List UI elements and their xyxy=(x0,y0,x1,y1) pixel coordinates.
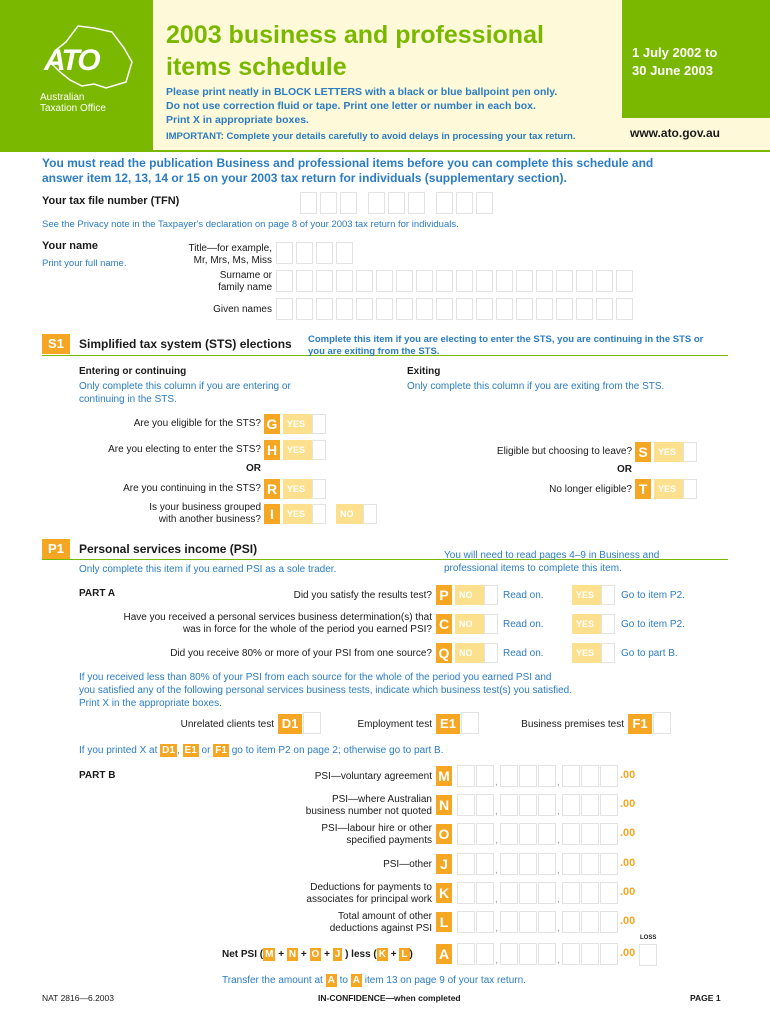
tfn-digit-box[interactable] xyxy=(476,192,493,214)
surname-char-box[interactable] xyxy=(456,270,473,292)
given-names-char-box[interactable] xyxy=(356,298,373,320)
part-b-row-amount-digit-box[interactable] xyxy=(500,765,518,787)
q-go-part-b: Go to part B. xyxy=(621,648,678,659)
letter-c: C xyxy=(436,614,452,634)
q-grouped-1: Is your business grouped xyxy=(149,502,261,513)
part-b-row-label-line2: deductions against PSI xyxy=(329,923,432,934)
c-go-p2: Go to item P2. xyxy=(621,619,685,630)
p-go-p2: Go to item P2. xyxy=(621,590,685,601)
q-eligible: Are you eligible for the STS? xyxy=(133,418,261,429)
part-b-row-amount-separator: , xyxy=(495,923,498,934)
part-b-row-amount-cents: .00 xyxy=(620,769,636,781)
net-psi-amount-digit-box[interactable] xyxy=(600,943,618,965)
part-b-row-amount-separator: , xyxy=(495,806,498,817)
title-char-box[interactable] xyxy=(316,242,333,264)
net-o: O xyxy=(311,949,320,960)
s1-note-1: Complete this item if you are electing to enter the STS, you are continuing in the STS or xyxy=(308,334,704,345)
letter-p: P xyxy=(436,585,452,605)
part-b-row-amount-separator: , xyxy=(495,835,498,846)
part-b-row-amount-separator: , xyxy=(557,777,560,788)
part-b-row-amount-digit-box[interactable] xyxy=(457,823,475,845)
part-b-row-amount-digit-box[interactable] xyxy=(581,794,599,816)
tests-note-3: Print X in the appropriate boxes. xyxy=(79,698,222,709)
letter-s: S xyxy=(635,442,651,462)
net-psi-line xyxy=(222,948,413,961)
q-no-longer: No longer eligible? xyxy=(549,484,632,495)
transfer-pre: Transfer the amount at xyxy=(222,975,323,986)
part-b-row-letter: J xyxy=(436,854,452,874)
part-b-row-letter: M xyxy=(436,766,452,786)
part-b-row-amount-digit-box[interactable] xyxy=(500,794,518,816)
title-label-2: Mr, Mrs, Ms, Miss xyxy=(193,255,272,266)
part-b-row-amount-digit-box[interactable] xyxy=(476,794,494,816)
surname-char-box[interactable] xyxy=(436,270,453,292)
page-title-line1: 2003 business and professional xyxy=(166,21,544,49)
part-b-row-amount-digit-box[interactable] xyxy=(457,765,475,787)
logo-letters: ATO xyxy=(44,44,99,77)
instruction-1: Please print neatly in BLOCK LETTERS with a black or blue ballpoint pen only. xyxy=(166,86,558,98)
part-b-row-label-line2: business number not quoted xyxy=(305,806,432,817)
part-b-row-amount-digit-box[interactable] xyxy=(500,882,518,904)
important-note: IMPORTANT: Complete your details carefully to avoid delays in processing your tax return. xyxy=(166,131,576,142)
if-printed-comma: , xyxy=(176,745,180,756)
given-names-char-box[interactable] xyxy=(456,298,473,320)
part-b-row-amount-digit-box[interactable] xyxy=(519,765,537,787)
part-b-row-amount-digit-box[interactable] xyxy=(600,911,618,933)
surname-char-box[interactable] xyxy=(476,270,493,292)
intro-line1: You must read the publication Business and professional items before you can complete this schedule and xyxy=(42,156,654,170)
confidence: IN-CONFIDENCE—when completed xyxy=(318,993,461,1003)
checkbox-i-yes[interactable] xyxy=(312,504,326,524)
if-printed-post: go to item P2 on page 2; otherwise go to part B. xyxy=(231,745,444,756)
net-psi-amount-digit-box[interactable] xyxy=(581,943,599,965)
period-end: 30 June 2003 xyxy=(632,63,713,78)
surname-char-box[interactable] xyxy=(496,270,513,292)
part-b-row-amount-digit-box[interactable] xyxy=(500,911,518,933)
letter-g: G xyxy=(264,414,280,434)
net-psi-amount-digit-box[interactable] xyxy=(457,943,475,965)
yes-p: YES xyxy=(572,585,602,605)
yes-t: YES xyxy=(654,479,684,499)
net-psi-amount-separator: , xyxy=(495,955,498,966)
part-b-row-label-line1: Total amount of other xyxy=(338,911,432,922)
part-b-row-amount-digit-box[interactable] xyxy=(600,765,618,787)
part-b-row-amount-digit-box[interactable] xyxy=(476,911,494,933)
s1-note-2: you are exiting from the STS. xyxy=(308,346,440,357)
checkbox-i-no[interactable] xyxy=(363,504,377,524)
checkbox-c-no[interactable] xyxy=(484,614,498,634)
exiting-heading: Exiting xyxy=(407,366,441,377)
net-psi-amount-digit-box[interactable] xyxy=(476,943,494,965)
no-q: NO xyxy=(455,643,485,663)
checkbox-p-no[interactable] xyxy=(484,585,498,605)
part-b-row-amount-digit-box[interactable] xyxy=(562,853,580,875)
tfn-digit-box[interactable] xyxy=(320,192,337,214)
checkbox-t-yes[interactable] xyxy=(683,479,697,499)
part-b-row-amount-digit-box[interactable] xyxy=(476,823,494,845)
test-unrelated: Unrelated clients test xyxy=(180,719,274,730)
letter-t: T xyxy=(635,479,651,499)
tfn-digit-box[interactable] xyxy=(456,192,473,214)
part-b-row-amount-digit-box[interactable] xyxy=(581,823,599,845)
part-b-row-amount-digit-box[interactable] xyxy=(500,853,518,875)
part-b-row-amount-digit-box[interactable] xyxy=(538,882,556,904)
or-right: OR xyxy=(617,464,632,475)
p1-note-1: You will need to read pages 4–9 in Business and xyxy=(444,550,660,561)
instruction-3: Print X in appropriate boxes. xyxy=(166,114,309,126)
part-b-row-amount-separator: , xyxy=(557,894,560,905)
part-b-row-amount-digit-box[interactable] xyxy=(562,882,580,904)
part-b-row-amount-digit-box[interactable] xyxy=(600,823,618,845)
letter-e1: E1 xyxy=(436,714,460,734)
form-code: NAT 2816—6.2003 xyxy=(42,993,114,1003)
given-names-char-box[interactable] xyxy=(336,298,353,320)
test-premises: Business premises test xyxy=(521,719,624,730)
surname-char-box[interactable] xyxy=(556,270,573,292)
part-b-row-letter: L xyxy=(436,912,452,932)
yes-g: YES xyxy=(283,414,313,434)
part-b-row-letter: N xyxy=(436,795,452,815)
part-b-row-amount-digit-box[interactable] xyxy=(457,911,475,933)
q-80: Did you receive 80% or more of your PSI from one source? xyxy=(170,648,432,659)
checkbox-g-yes[interactable] xyxy=(312,414,326,434)
transfer-a2: A xyxy=(352,975,360,986)
q-determination-2: was in force for the whole of the period you earned PSI? xyxy=(182,624,432,635)
part-b-row-amount-cents: .00 xyxy=(620,915,636,927)
tfn-digit-box[interactable] xyxy=(368,192,385,214)
net-m: M xyxy=(265,949,274,960)
part-b-row-amount-digit-box[interactable] xyxy=(500,823,518,845)
part-b-row-label-line2: specified payments xyxy=(346,835,432,846)
part-b-row-label-line1: PSI—where Australian xyxy=(331,794,432,805)
surname-char-box[interactable] xyxy=(616,270,633,292)
p1-title: Personal services income (PSI) xyxy=(79,542,258,556)
no-i: NO xyxy=(336,504,364,524)
part-b-row-amount-digit-box[interactable] xyxy=(581,911,599,933)
q-results: Did you satisfy the results test? xyxy=(293,590,432,601)
if-printed-pre: If you printed X at xyxy=(79,745,158,756)
q-read-on: Read on. xyxy=(503,648,544,659)
part-b-row-amount-digit-box[interactable] xyxy=(600,794,618,816)
yes-s: YES xyxy=(654,442,684,462)
part-b-row-amount-separator: , xyxy=(557,835,560,846)
part-b-row-amount-digit-box[interactable] xyxy=(600,882,618,904)
part-b-row-amount-separator: , xyxy=(557,865,560,876)
checkbox-h-yes[interactable] xyxy=(312,440,326,460)
net-psi-amount-digit-box[interactable] xyxy=(519,943,537,965)
entering-note-1: Only complete this column if you are entering or xyxy=(79,381,291,392)
yes-q: YES xyxy=(572,643,602,663)
surname-label-2: family name xyxy=(218,282,272,293)
part-b-row-amount-digit-box[interactable] xyxy=(581,882,599,904)
given-names-char-box[interactable] xyxy=(556,298,573,320)
part-b-row-amount-cents: .00 xyxy=(620,857,636,869)
url-panel xyxy=(622,118,770,150)
given-names-char-box[interactable] xyxy=(296,298,313,320)
net-plus3: + xyxy=(324,949,330,960)
s1-title: Simplified tax system (STS) elections xyxy=(79,337,292,351)
part-b-row-amount-digit-box[interactable] xyxy=(538,765,556,787)
part-a-label: PART A xyxy=(79,588,116,599)
part-b-row-letter: O xyxy=(436,824,452,844)
net-psi-amount-cents: .00 xyxy=(620,947,636,959)
part-b-row-amount-digit-box[interactable] xyxy=(519,882,537,904)
part-b-row-amount-digit-box[interactable] xyxy=(476,765,494,787)
given-names-char-box[interactable] xyxy=(276,298,293,320)
given-names-char-box[interactable] xyxy=(576,298,593,320)
inline-f1: F1 xyxy=(215,745,227,756)
part-b-row-label-line1: Deductions for payments to xyxy=(310,882,432,893)
given-names-char-box[interactable] xyxy=(376,298,393,320)
instruction-2: Do not use correction fluid or tape. Print one letter or number in each box. xyxy=(166,100,536,112)
net-plus1: + xyxy=(278,949,285,960)
tfn-digit-box[interactable] xyxy=(300,192,317,214)
part-b-row-amount-digit-box[interactable] xyxy=(562,765,580,787)
surname-char-box[interactable] xyxy=(396,270,413,292)
no-c: NO xyxy=(455,614,485,634)
net-label: Net PSI xyxy=(222,949,258,960)
title-label-1: Title—for example, xyxy=(188,243,272,254)
part-b-row-amount-digit-box[interactable] xyxy=(562,911,580,933)
letter-d1: D1 xyxy=(278,714,302,734)
checkbox-e1[interactable] xyxy=(461,712,479,734)
tfn-digit-box[interactable] xyxy=(436,192,453,214)
given-names-char-box[interactable] xyxy=(476,298,493,320)
intro-line2: answer item 12, 13, 14 or 15 on your 2003 tax return for individuals (supplementary section). xyxy=(42,171,567,185)
page-title-line2: items schedule xyxy=(166,53,347,81)
or-left: OR xyxy=(246,463,261,474)
privacy-note: See the Privacy note in the Taxpayer's declaration on page 8 of your 2003 tax return for individuals. xyxy=(42,219,459,230)
part-b-row-amount-separator: , xyxy=(495,777,498,788)
part-b-row-amount-digit-box[interactable] xyxy=(519,823,537,845)
letter-q: Q xyxy=(436,643,452,663)
ato-url[interactable]: www.ato.gov.au xyxy=(630,126,721,140)
surname-char-box[interactable] xyxy=(356,270,373,292)
yes-i: YES xyxy=(283,504,313,524)
given-names-char-box[interactable] xyxy=(436,298,453,320)
part-b-row-amount-digit-box[interactable] xyxy=(562,823,580,845)
net-psi-amount-digit-box[interactable] xyxy=(500,943,518,965)
net-n: N xyxy=(288,949,297,960)
part-b-row-amount-digit-box[interactable] xyxy=(476,882,494,904)
tfn-digit-box[interactable] xyxy=(340,192,357,214)
part-b-row-amount-digit-box[interactable] xyxy=(581,853,599,875)
p1-note-2: professional items to complete this item. xyxy=(444,563,622,574)
yes-c: YES xyxy=(572,614,602,634)
net-j: J xyxy=(334,949,341,960)
part-b-row-amount-separator: , xyxy=(495,865,498,876)
given-names-char-box[interactable] xyxy=(396,298,413,320)
logo-org-line2: Taxation Office xyxy=(40,103,106,114)
tests-note-1: If you received less than 80% of your PSI from each source for the whole of the period you earned PSI and xyxy=(79,672,552,683)
test-employment: Employment test xyxy=(357,719,432,730)
part-b-row-amount-digit-box[interactable] xyxy=(581,765,599,787)
surname-char-box[interactable] xyxy=(416,270,433,292)
letter-i: I xyxy=(264,504,280,524)
part-b-row-amount-digit-box[interactable] xyxy=(538,794,556,816)
given-names-char-box[interactable] xyxy=(536,298,553,320)
name-heading: Your name xyxy=(42,240,99,252)
p-read-on: Read on. xyxy=(503,590,544,601)
net-l: L xyxy=(401,949,408,960)
letter-f1: F1 xyxy=(628,714,652,734)
part-b-row-amount-digit-box[interactable] xyxy=(538,823,556,845)
checkbox-f1[interactable] xyxy=(653,712,671,734)
part-b-row-label-line1: PSI—other xyxy=(383,859,432,870)
logo-panel xyxy=(0,0,153,150)
transfer-a1: A xyxy=(327,975,335,986)
if-printed-line xyxy=(79,744,443,757)
transfer-line xyxy=(222,974,526,987)
letter-a: A xyxy=(436,944,452,964)
period-start: 1 July 2002 to xyxy=(632,45,718,60)
part-b-row-amount-cents: .00 xyxy=(620,827,636,839)
header-rule xyxy=(0,150,770,152)
letter-r: R xyxy=(264,479,280,499)
surname-char-box[interactable] xyxy=(376,270,393,292)
part-b-row-label-line1: PSI—voluntary agreement xyxy=(314,771,432,782)
checkbox-c-yes[interactable] xyxy=(601,614,615,634)
if-printed-or: or xyxy=(201,745,211,756)
given-label: Given names xyxy=(213,304,272,315)
checkbox-q-no[interactable] xyxy=(484,643,498,663)
surname-char-box[interactable] xyxy=(596,270,613,292)
yes-r: YES xyxy=(283,479,313,499)
part-b-row-amount-digit-box[interactable] xyxy=(600,853,618,875)
net-plus2: + xyxy=(300,949,307,960)
surname-char-box[interactable] xyxy=(336,270,353,292)
tests-note-2: you satisfied any of the following personal services business tests, indicate which business test(s) you satisfied. xyxy=(79,685,573,696)
given-names-char-box[interactable] xyxy=(316,298,333,320)
given-names-char-box[interactable] xyxy=(416,298,433,320)
part-b-row-amount-digit-box[interactable] xyxy=(519,794,537,816)
inline-e1: E1 xyxy=(184,745,197,756)
part-b-row-amount-separator: , xyxy=(495,894,498,905)
title-char-box[interactable] xyxy=(276,242,293,264)
part-b-row-amount-separator: , xyxy=(557,923,560,934)
given-names-char-box[interactable] xyxy=(496,298,513,320)
given-names-char-box[interactable] xyxy=(596,298,613,320)
title-char-box[interactable] xyxy=(296,242,313,264)
checkbox-s-yes[interactable] xyxy=(683,442,697,462)
q-continuing: Are you continuing in the STS? xyxy=(123,483,261,494)
s1-tag: S1 xyxy=(42,334,70,354)
p1-tag: P1 xyxy=(42,539,70,559)
part-b-label: PART B xyxy=(79,770,116,781)
tfn-digit-box[interactable] xyxy=(408,192,425,214)
checkbox-q-yes[interactable] xyxy=(601,643,615,663)
inline-d1: D1 xyxy=(162,745,175,756)
surname-label-1: Surname or xyxy=(219,270,272,281)
net-plus4: + xyxy=(390,949,397,960)
net-close: ) xyxy=(409,949,413,960)
q-determination-1: Have you received a personal services business determination(s) that xyxy=(123,612,432,623)
surname-char-box[interactable] xyxy=(316,270,333,292)
entering-note-2: continuing in the STS. xyxy=(79,394,177,405)
part-b-row-amount-digit-box[interactable] xyxy=(457,794,475,816)
given-names-char-box[interactable] xyxy=(616,298,633,320)
net-open: ( xyxy=(259,949,264,960)
p1-subtitle: Only complete this item if you earned PSI as a sole trader. xyxy=(79,564,337,575)
date-panel xyxy=(622,0,770,118)
logo-org-line1: Australian xyxy=(40,92,85,103)
net-psi-amount-separator: , xyxy=(557,955,560,966)
net-psi-amount-digit-box[interactable] xyxy=(562,943,580,965)
part-b-row-amount-cents: .00 xyxy=(620,886,636,898)
page-number: PAGE 1 xyxy=(690,993,721,1003)
checkbox-d1[interactable] xyxy=(303,712,321,734)
net-psi-amount-digit-box[interactable] xyxy=(538,943,556,965)
tfn-label: Your tax file number (TFN) xyxy=(42,195,180,207)
part-b-row-amount-digit-box[interactable] xyxy=(562,794,580,816)
letter-h: H xyxy=(264,440,280,460)
surname-char-box[interactable] xyxy=(516,270,533,292)
exiting-note: Only complete this column if you are exiting from the STS. xyxy=(407,381,665,392)
checkbox-r-yes[interactable] xyxy=(312,479,326,499)
no-p: NO xyxy=(455,585,485,605)
transfer-post: item 13 on page 9 of your tax return. xyxy=(364,975,526,986)
tfn-digit-box[interactable] xyxy=(388,192,405,214)
part-b-row-amount-digit-box[interactable] xyxy=(519,853,537,875)
checkbox-loss[interactable] xyxy=(639,944,657,966)
q-electing: Are you electing to enter the STS? xyxy=(108,444,261,455)
entering-heading: Entering or continuing xyxy=(79,366,187,377)
surname-char-box[interactable] xyxy=(276,270,293,292)
part-b-row-amount-digit-box[interactable] xyxy=(538,853,556,875)
title-char-box[interactable] xyxy=(336,242,353,264)
q-grouped-2: with another business? xyxy=(158,514,261,525)
surname-char-box[interactable] xyxy=(296,270,313,292)
part-b-row-amount-digit-box[interactable] xyxy=(457,853,475,875)
part-b-row-amount-digit-box[interactable] xyxy=(476,853,494,875)
transfer-to: to xyxy=(339,975,348,986)
checkbox-p-yes[interactable] xyxy=(601,585,615,605)
part-b-row-label-line2: associates for principal work xyxy=(306,894,432,905)
part-b-row-amount-cents: .00 xyxy=(620,798,636,810)
part-b-row-amount-separator: , xyxy=(557,806,560,817)
surname-char-box[interactable] xyxy=(576,270,593,292)
yes-h: YES xyxy=(283,440,313,460)
part-b-row-amount-digit-box[interactable] xyxy=(457,882,475,904)
net-close-less: ) less ( xyxy=(345,949,377,960)
surname-char-box[interactable] xyxy=(536,270,553,292)
part-b-row-amount-digit-box[interactable] xyxy=(519,911,537,933)
given-names-char-box[interactable] xyxy=(516,298,533,320)
part-b-row-label-line1: PSI—labour hire or other xyxy=(321,823,432,834)
net-k: K xyxy=(378,949,386,960)
name-hint: Print your full name. xyxy=(42,258,127,269)
part-b-row-amount-digit-box[interactable] xyxy=(538,911,556,933)
loss-label: LOSS xyxy=(640,935,657,941)
q-leave: Eligible but choosing to leave? xyxy=(496,446,632,457)
part-b-row-letter: K xyxy=(436,883,452,903)
c-read-on: Read on. xyxy=(503,619,544,630)
